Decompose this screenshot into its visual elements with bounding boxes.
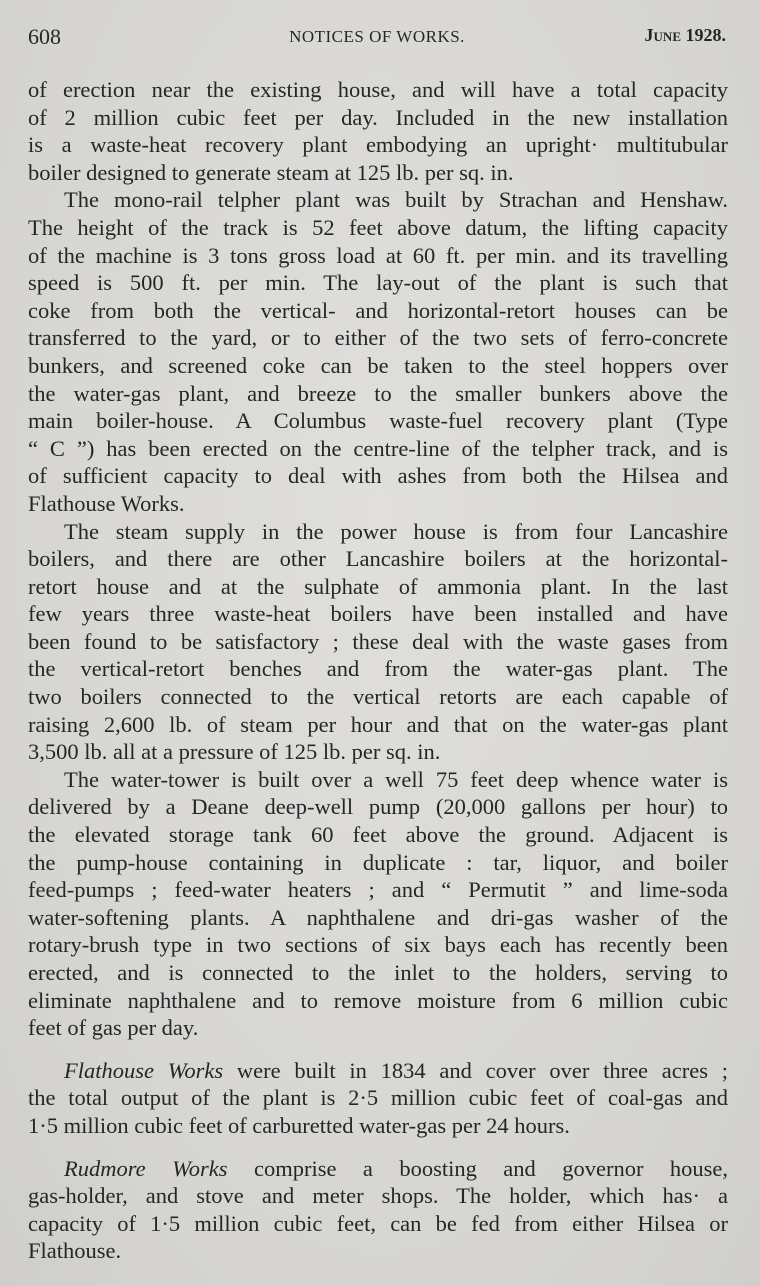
text-line	[28, 987, 728, 1015]
text-line	[28, 573, 728, 601]
line-text: boiler designed to generate steam at 125 lb. per sq. in.	[28, 159, 514, 185]
line-text: boilers, and there are other Lancashire boilers at the horizontal-	[28, 546, 728, 572]
line-text: been found to be satisfactory ; these deal with the waste gases from	[28, 628, 728, 654]
line-text: 3,500 lb. all at a pressure of 125 lb. per sq. in.	[28, 739, 441, 765]
page-number: 608	[28, 24, 61, 49]
line-text: of sufficient capacity to deal with ashes from both the Hilsea and	[28, 463, 728, 489]
text-line	[28, 766, 728, 794]
line-text: capacity of 1·5 million cubic feet, can be fed from either Hilsea or	[28, 1210, 728, 1236]
text-line	[28, 380, 728, 408]
paragraph	[28, 76, 728, 186]
text-line	[28, 1237, 728, 1265]
text-line	[28, 518, 728, 546]
line-text: The water-tower is built over a well 75 feet deep whence water is	[64, 766, 728, 792]
line-text: comprise a boosting and governor house,	[227, 1155, 729, 1181]
text-line	[28, 655, 728, 683]
text-line	[28, 545, 728, 573]
text-line	[28, 683, 728, 711]
text-line	[28, 738, 728, 766]
text-line	[28, 931, 728, 959]
line-text: water-softening plants. A naphthalene and dri-gas washer of the	[28, 904, 728, 930]
page-body-text	[28, 76, 728, 1265]
line-text: speed is 500 ft. per min. The lay-out of the plant is such that	[28, 270, 728, 296]
line-text: bunkers, and screened coke can be taken to the steel hoppers over	[28, 352, 728, 378]
italic-heading: Rudmore Works	[64, 1155, 228, 1181]
text-line	[28, 159, 728, 187]
page-header	[28, 24, 726, 52]
text-line	[28, 1057, 728, 1085]
line-text: of erection near the existing house, and will have a total capacity	[28, 77, 728, 102]
text-line	[28, 959, 728, 987]
text-line	[28, 876, 728, 904]
paragraph	[28, 1057, 728, 1140]
line-text: raising 2,600 lb. of steam per hour and that on the water-gas plant	[28, 711, 728, 737]
running-title: NOTICES OF WORKS.	[289, 27, 465, 46]
line-text: of 2 million cubic feet per day. Included in the new installation	[28, 104, 728, 130]
line-text: feed-pumps ; feed-water heaters ; and “ Permutit ” and lime-soda	[28, 877, 728, 903]
line-text: two boilers connected to the vertical retorts are each capable of	[28, 684, 728, 710]
text-line	[28, 1112, 728, 1140]
text-line	[28, 1084, 728, 1112]
line-text: transferred to the yard, or to either of the two sets of ferro-concrete	[28, 325, 728, 351]
italic-heading: Flathouse Works	[64, 1057, 224, 1083]
text-line	[28, 269, 728, 297]
line-text: “ C ”) has been erected on the centre-line of the telpher track, and is	[28, 435, 728, 461]
line-text: Flathouse.	[28, 1238, 122, 1264]
text-line	[28, 490, 728, 518]
text-line	[28, 131, 728, 159]
line-text: The height of the track is 52 feet above datum, the lifting capacity	[28, 214, 728, 240]
text-line	[28, 1182, 728, 1210]
line-text: gas-holder, and stove and meter shops. The holder, which has· a	[28, 1183, 728, 1209]
line-text: main boiler-house. A Columbus waste-fuel recovery plant (Type	[28, 408, 728, 434]
line-text: coke from both the vertical- and horizontal-retort houses can be	[28, 297, 728, 323]
text-line	[28, 628, 728, 656]
text-line	[28, 104, 728, 132]
line-text: is a waste-heat recovery plant embodying an upright· multitubular	[28, 132, 728, 158]
paragraph	[28, 518, 728, 766]
line-text: retort house and at the sulphate of ammonia plant. In the last	[28, 573, 728, 599]
line-text: the pump-house containing in duplicate : tar, liquor, and boiler	[28, 849, 728, 875]
paragraph	[28, 186, 728, 517]
line-text: delivered by a Deane deep-well pump (20,000 gallons per hour) to	[28, 794, 728, 820]
text-line	[28, 324, 728, 352]
text-line	[28, 76, 728, 104]
text-line	[28, 214, 728, 242]
line-text: the elevated storage tank 60 feet above the ground. Adjacent is	[28, 822, 728, 848]
text-line	[28, 1210, 728, 1238]
line-text: feet of gas per day.	[28, 1015, 199, 1041]
line-text: the water-gas plant, and breeze to the smaller bunkers above the	[28, 380, 728, 406]
text-line	[28, 849, 728, 877]
paragraph	[28, 1155, 728, 1265]
text-line	[28, 352, 728, 380]
text-line	[28, 407, 728, 435]
text-line	[28, 600, 728, 628]
text-line	[28, 904, 728, 932]
line-text: rotary-brush type in two sections of six bays each has recently been	[28, 932, 728, 958]
line-text: few years three waste-heat boilers have been installed and have	[28, 601, 728, 627]
line-text: of the machine is 3 tons gross load at 60 ft. per min. and its travelling	[28, 242, 728, 268]
line-text: the total output of the plant is 2·5 million cubic feet of coal-gas and	[28, 1085, 728, 1111]
text-line	[28, 297, 728, 325]
line-text: were built in 1834 and cover over three acres ;	[223, 1057, 728, 1083]
text-line	[28, 793, 728, 821]
text-line	[28, 1155, 728, 1183]
text-line	[28, 821, 728, 849]
line-text: 1·5 million cubic feet of carburetted water-gas per 24 hours.	[28, 1112, 570, 1138]
line-text: eliminate naphthalene and to remove moisture from 6 million cubic	[28, 987, 728, 1013]
text-line	[28, 711, 728, 739]
text-line	[28, 1014, 728, 1042]
line-text: Flathouse Works.	[28, 490, 185, 516]
text-line	[28, 242, 728, 270]
text-line	[28, 435, 728, 463]
text-line	[28, 186, 728, 214]
line-text: the vertical-retort benches and from the water-gas plant. The	[28, 656, 728, 682]
line-text: The mono-rail telpher plant was built by Strachan and Henshaw.	[64, 187, 728, 213]
line-text: The steam supply in the power house is from four Lancashire	[64, 518, 728, 544]
issue-date: June 1928.	[644, 25, 726, 45]
paragraph	[28, 766, 728, 1042]
line-text: erected, and is connected to the inlet to the holders, serving to	[28, 960, 728, 985]
text-line	[28, 462, 728, 490]
